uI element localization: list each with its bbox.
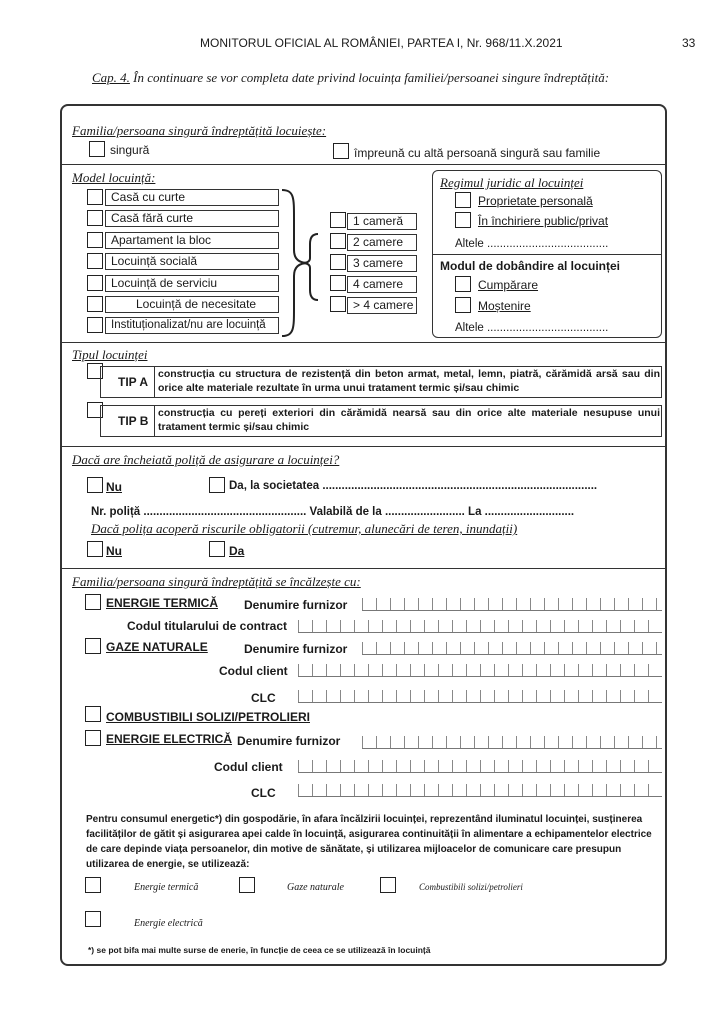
label-asigurare-da: Da, la societatea ...................................................................................... xyxy=(229,480,598,492)
label-consum-electrica: Energie electrică xyxy=(134,918,203,929)
checkbox-3-camere[interactable] xyxy=(330,254,346,270)
tip-b-divider xyxy=(154,405,155,437)
label-consum-gaze: Gaze naturale xyxy=(287,882,344,893)
option-1-camera: 1 cameră xyxy=(347,213,417,230)
input-cod-client-gaze[interactable] xyxy=(298,664,662,677)
checkbox-proprietate[interactable] xyxy=(455,192,471,208)
label-denumire-furnizor-termica: Denumire furnizor xyxy=(244,598,348,612)
label-riscuri-nu: Nu xyxy=(106,544,122,558)
footnote: *) se pot bifa mai multe surse de enerie, în funcție de ceea ce se utilizează în locuință xyxy=(88,945,431,955)
checkbox-energie-termica[interactable] xyxy=(85,594,101,610)
label-denumire-furnizor-electrica: Denumire furnizor xyxy=(237,734,341,748)
checkbox-locuinta-serviciu[interactable] xyxy=(87,275,103,291)
option-peste-4-camere: > 4 camere xyxy=(347,297,417,314)
tip-a-text: construcția cu structura de rezistență din beton armat, metal, lemn, piatră, cărămidă arsă sau din orice alte materiale rezultate în urma unui tratament termic și/sau chimic xyxy=(158,368,660,394)
checkbox-consum-electrica[interactable] xyxy=(85,911,101,927)
input-cod-client-electrica[interactable] xyxy=(298,760,662,773)
checkbox-institutionalizat[interactable] xyxy=(87,317,103,333)
label-riscuri-da: Da xyxy=(229,544,245,558)
page-header: MONITORUL OFICIAL AL ROMÂNIEI, PARTEA I, Nr. 968/11.X.2021 xyxy=(200,36,563,50)
checkbox-4-camere[interactable] xyxy=(330,275,346,291)
brace-icon xyxy=(280,188,320,338)
option-institutionalizat: Instituționalizat/nu are locuință xyxy=(105,317,279,334)
tip-title: Tipul locuinței xyxy=(72,347,148,362)
option-casa-fara-curte: Casă fără curte xyxy=(105,210,279,227)
label-consum-combustibili: Combustibili solizi/petrolieri xyxy=(419,882,523,892)
asigurare-nr-polita: Nr. poliță ................................................... Valabilă de la ......................... La ............................ xyxy=(91,506,575,518)
incalzire-title: Familia/persoana singură îndreptățită se încălzește cu: xyxy=(72,574,361,589)
checkbox-consum-combustibili[interactable] xyxy=(380,877,396,893)
option-casa-curte: Casă cu curte xyxy=(105,189,279,206)
input-cod-titular[interactable] xyxy=(298,620,662,633)
asigurare-q2: Dacă polița acoperă riscurile obligatorii (cutremur, alunecări de teren, inundații) xyxy=(91,521,518,536)
page-number: 33 xyxy=(682,36,696,50)
label-asigurare-nu: Nu xyxy=(106,480,122,494)
checkbox-energie-electrica[interactable] xyxy=(85,730,101,746)
separator xyxy=(61,446,667,447)
label-combustibili: COMBUSTIBILI SOLIZI/PETROLIERI xyxy=(106,710,310,724)
checkbox-cumparare[interactable] xyxy=(455,276,471,292)
option-2-camere: 2 camere xyxy=(347,234,417,251)
checkbox-inchiriere[interactable] xyxy=(455,212,471,228)
checkbox-singura[interactable] xyxy=(89,141,105,157)
regim-altele[interactable]: Altele ...................................... xyxy=(455,238,609,250)
checkbox-asigurare-nu[interactable] xyxy=(87,477,103,493)
checkbox-riscuri-da[interactable] xyxy=(209,541,225,557)
label-impreuna: împreună cu altă persoană singură sau familie xyxy=(354,146,601,160)
checkbox-combustibili[interactable] xyxy=(85,706,101,722)
label-inchiriere: În închiriere public/privat xyxy=(478,214,609,228)
consum-text: Pentru consumul energetic*) din gospodărie, în afara încălzirii locuinței, reprezentând iluminatul locuinței, susținerea facilităților de gătit și asigurarea apei calde în locuință, asigurarea continuității în alimentare a echipamentelor electrice de care depinde viața persoanelor, din motive de sănătate, și utilizarea mijloacelor de comunicare care presupun utilizarea de energie, se utilizează: xyxy=(86,814,652,870)
tip-a-label: TIP A xyxy=(118,375,149,389)
tip-b-label: TIP B xyxy=(118,414,149,428)
checkbox-casa-curte[interactable] xyxy=(87,189,103,205)
checkbox-riscuri-nu[interactable] xyxy=(87,541,103,557)
regim-divider xyxy=(433,254,661,255)
input-furnizor-gaze[interactable] xyxy=(362,642,662,655)
label-denumire-furnizor-gaze: Denumire furnizor xyxy=(244,642,348,656)
option-apartament: Apartament la bloc xyxy=(105,232,279,249)
label-cod-titular: Codul titularului de contract xyxy=(127,619,288,633)
checkbox-locuinta-sociala[interactable] xyxy=(87,253,103,269)
checkbox-apartament[interactable] xyxy=(87,232,103,248)
label-clc-gaze: CLC xyxy=(251,691,276,705)
locuieste-title: Familia/persoana singură îndreptățită locuiește: xyxy=(72,123,327,138)
label-gaze-naturale: GAZE NATURALE xyxy=(106,640,208,654)
checkbox-locuinta-necesitate[interactable] xyxy=(87,296,103,312)
model-title: Model locuință: xyxy=(72,170,156,185)
label-cumparare: Cumpărare xyxy=(478,278,539,292)
cap-heading xyxy=(92,70,609,86)
tip-a-divider xyxy=(154,366,155,398)
input-clc-gaze[interactable] xyxy=(298,690,662,703)
label-energie-electrica: ENERGIE ELECTRICĂ xyxy=(106,732,233,746)
regim-title: Regimul juridic al locuinței xyxy=(440,175,584,190)
input-furnizor-termica[interactable] xyxy=(362,598,662,611)
input-clc-electrica[interactable] xyxy=(298,784,662,797)
cap-text: În continuare se vor completa date privind locuința familiei/persoanei singure îndreptățită: xyxy=(133,70,610,85)
checkbox-peste-4-camere[interactable] xyxy=(330,296,346,312)
label-proprietate: Proprietate personală xyxy=(478,194,593,208)
separator xyxy=(61,164,667,165)
label-singura: singură xyxy=(110,143,150,157)
checkbox-casa-fara-curte[interactable] xyxy=(87,210,103,226)
separator xyxy=(61,342,667,343)
label-consum-termica: Energie termică xyxy=(134,882,199,893)
label-energie-termica: ENERGIE TERMICĂ xyxy=(106,596,219,610)
checkbox-2-camere[interactable] xyxy=(330,233,346,249)
checkbox-mostenire[interactable] xyxy=(455,297,471,313)
option-locuinta-serviciu: Locuință de serviciu xyxy=(105,275,279,292)
checkbox-gaze-naturale[interactable] xyxy=(85,638,101,654)
label-cod-client-gaze: Codul client xyxy=(219,664,288,678)
input-furnizor-electrica[interactable] xyxy=(362,736,662,749)
dobandire-title: Modul de dobândire al locuinței xyxy=(440,259,621,273)
checkbox-impreuna[interactable] xyxy=(333,143,349,159)
tip-b-text: construcția cu pereți exteriori din cărămidă nearsă sau din orice alte materiale nesupuse unui tratament termic și/sau chimic xyxy=(158,407,660,433)
label-mostenire: Moștenire xyxy=(478,299,531,313)
dobandire-altele[interactable]: Altele ...................................... xyxy=(455,322,609,334)
option-3-camere: 3 camere xyxy=(347,255,417,272)
checkbox-consum-gaze[interactable] xyxy=(239,877,255,893)
asigurare-title: Dacă are încheiată poliță de asigurare a locuinței? xyxy=(72,452,340,467)
option-4-camere: 4 camere xyxy=(347,276,417,293)
option-locuinta-sociala: Locuință socială xyxy=(105,253,279,270)
checkbox-consum-termica[interactable] xyxy=(85,877,101,893)
checkbox-1-camera[interactable] xyxy=(330,212,346,228)
separator xyxy=(61,568,667,569)
cap-label: Cap. 4. xyxy=(92,70,130,85)
option-locuinta-necesitate: Locuință de necesitate xyxy=(105,296,279,313)
checkbox-asigurare-da[interactable] xyxy=(209,477,225,493)
label-cod-client-electrica: Codul client xyxy=(214,760,283,774)
label-clc-electrica: CLC xyxy=(251,786,276,800)
